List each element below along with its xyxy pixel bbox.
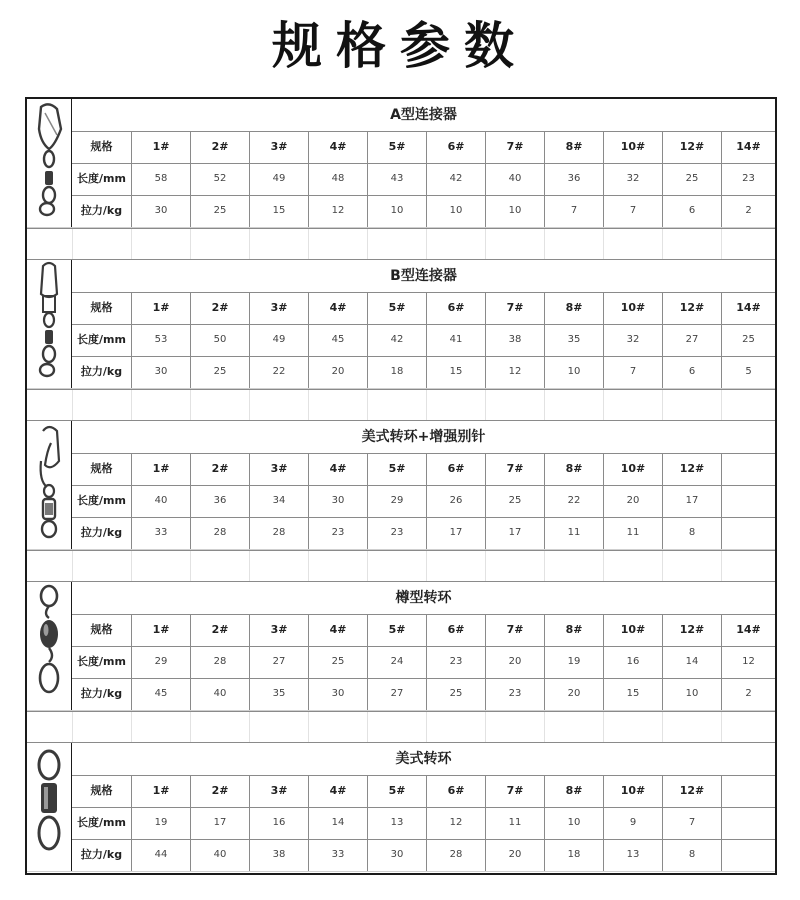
value-cell: 38	[249, 839, 308, 871]
value-cell: 6	[662, 195, 721, 227]
size-cell: 3#	[249, 614, 308, 646]
size-cell: 1#	[131, 131, 190, 163]
value-cell: 10	[544, 807, 603, 839]
value-cell: 10	[544, 356, 603, 388]
spacer-divider	[249, 390, 250, 420]
spacer-divider	[721, 712, 722, 742]
size-cell: 12#	[662, 614, 721, 646]
spacer-divider	[249, 551, 250, 581]
value-cell: 33	[308, 839, 367, 871]
page-title: 规格参数	[272, 16, 528, 75]
spacer-divider	[603, 551, 604, 581]
value-cell: 49	[249, 324, 308, 356]
spacer-divider	[190, 390, 191, 420]
value-cell: 23	[485, 678, 544, 710]
spacer-divider	[131, 712, 132, 742]
value-cell: 25	[721, 324, 775, 356]
spec-frame	[25, 97, 777, 875]
value-cell: 40	[190, 839, 249, 871]
value-cell	[721, 807, 775, 839]
table-row	[72, 131, 775, 164]
size-cell: 8#	[544, 453, 603, 485]
value-cell: 25	[308, 646, 367, 678]
value-cell: 25	[190, 356, 249, 388]
spacer-divider	[485, 712, 486, 742]
value-cell: 8	[662, 517, 721, 549]
value-cell: 12	[721, 646, 775, 678]
row-label: 规格	[90, 140, 113, 153]
value-cell: 34	[249, 485, 308, 517]
spacer-divider	[249, 712, 250, 742]
spacer-divider	[544, 551, 545, 581]
size-cell: 3#	[249, 131, 308, 163]
value-cell: 36	[544, 163, 603, 195]
spacer-divider	[308, 229, 309, 259]
size-cell: 4#	[308, 131, 367, 163]
value-cell: 10	[367, 195, 426, 227]
product-image	[27, 260, 72, 388]
value-cell: 2	[721, 195, 775, 227]
value-cell: 20	[603, 485, 662, 517]
size-cell: 7#	[485, 131, 544, 163]
value-cell: 40	[131, 485, 190, 517]
value-cell: 7	[603, 356, 662, 388]
spacer-divider	[131, 551, 132, 581]
rolling-swivel-icon	[27, 743, 71, 871]
value-cell: 32	[603, 324, 662, 356]
value-cell: 5	[721, 356, 775, 388]
row-label: 拉力/kg	[80, 365, 123, 378]
spacer-divider	[72, 390, 73, 420]
value-cell: 50	[190, 324, 249, 356]
table-row	[72, 163, 775, 196]
table-row	[72, 324, 775, 357]
size-cell: 14#	[721, 131, 775, 163]
spacer-divider	[721, 229, 722, 259]
table-title: B型连接器	[72, 260, 775, 293]
spacer-row	[27, 389, 775, 421]
value-cell: 9	[603, 807, 662, 839]
value-cell: 53	[131, 324, 190, 356]
value-cell: 10	[426, 195, 485, 227]
value-cell: 20	[308, 356, 367, 388]
value-cell: 23	[426, 646, 485, 678]
value-cell: 17	[190, 807, 249, 839]
value-cell: 22	[249, 356, 308, 388]
value-cell: 15	[603, 678, 662, 710]
size-cell: 5#	[367, 131, 426, 163]
value-cell: 23	[308, 517, 367, 549]
value-cell: 15	[249, 195, 308, 227]
value-cell	[721, 517, 775, 549]
size-cell: 4#	[308, 453, 367, 485]
value-cell: 45	[131, 678, 190, 710]
value-cell: 30	[367, 839, 426, 871]
table-row	[72, 646, 775, 679]
spacer-divider	[131, 390, 132, 420]
row-label: 长度/mm	[77, 816, 126, 829]
spacer-divider	[367, 229, 368, 259]
row-label: 规格	[90, 301, 113, 314]
spec-table	[27, 421, 775, 550]
spacer-divider	[662, 551, 663, 581]
value-cell: 23	[367, 517, 426, 549]
spacer-divider	[72, 229, 73, 259]
value-cell: 6	[662, 356, 721, 388]
size-cell: 1#	[131, 614, 190, 646]
value-cell: 35	[249, 678, 308, 710]
table-row	[72, 195, 775, 227]
spacer-divider	[485, 390, 486, 420]
spacer-divider	[603, 712, 604, 742]
size-cell: 1#	[131, 775, 190, 807]
value-cell: 30	[131, 356, 190, 388]
value-cell: 7	[662, 807, 721, 839]
spacer-divider	[721, 551, 722, 581]
value-cell: 30	[308, 678, 367, 710]
spacer-divider	[544, 229, 545, 259]
value-cell: 15	[426, 356, 485, 388]
value-cell: 32	[603, 163, 662, 195]
value-cell: 7	[544, 195, 603, 227]
spacer-divider	[426, 229, 427, 259]
spacer-divider	[426, 390, 427, 420]
value-cell: 28	[249, 517, 308, 549]
value-cell: 25	[662, 163, 721, 195]
size-cell: 6#	[426, 775, 485, 807]
spacer-divider	[190, 712, 191, 742]
value-cell: 29	[367, 485, 426, 517]
value-cell: 11	[485, 807, 544, 839]
value-cell: 17	[485, 517, 544, 549]
size-cell: 8#	[544, 614, 603, 646]
size-cell: 4#	[308, 775, 367, 807]
value-cell: 20	[544, 678, 603, 710]
table-row	[72, 453, 775, 486]
size-cell: 7#	[485, 292, 544, 324]
size-cell: 2#	[190, 292, 249, 324]
table-row	[72, 775, 775, 808]
size-cell: 8#	[544, 292, 603, 324]
size-cell: 2#	[190, 614, 249, 646]
value-cell: 14	[662, 646, 721, 678]
value-cell: 58	[131, 163, 190, 195]
value-cell: 28	[426, 839, 485, 871]
size-cell: 6#	[426, 614, 485, 646]
size-cell: 12#	[662, 775, 721, 807]
value-cell: 12	[485, 356, 544, 388]
row-label: 规格	[90, 784, 113, 797]
size-cell: 10#	[603, 614, 662, 646]
value-cell: 18	[367, 356, 426, 388]
table-row	[72, 356, 775, 388]
value-cell	[721, 485, 775, 517]
spacer-row	[27, 550, 775, 582]
value-cell: 13	[367, 807, 426, 839]
value-cell: 17	[662, 485, 721, 517]
table-title: A型连接器	[72, 99, 775, 132]
value-cell: 19	[131, 807, 190, 839]
value-cell: 10	[662, 678, 721, 710]
spec-table	[27, 582, 775, 711]
value-cell: 12	[308, 195, 367, 227]
value-cell: 11	[603, 517, 662, 549]
product-image	[27, 421, 72, 549]
value-cell: 44	[131, 839, 190, 871]
spacer-divider	[72, 551, 73, 581]
size-cell: 7#	[485, 453, 544, 485]
swivel-with-snap-icon	[27, 421, 71, 549]
size-cell: 3#	[249, 453, 308, 485]
size-cell: 4#	[308, 614, 367, 646]
table-title: 樽型转环	[72, 582, 775, 615]
table-row	[72, 485, 775, 518]
size-cell: 1#	[131, 453, 190, 485]
table-row	[72, 517, 775, 549]
spec-table	[27, 743, 775, 872]
row-label: 规格	[90, 462, 113, 475]
value-cell: 36	[190, 485, 249, 517]
row-label: 长度/mm	[77, 655, 126, 668]
value-cell: 48	[308, 163, 367, 195]
row-label: 长度/mm	[77, 172, 126, 185]
value-cell: 49	[249, 163, 308, 195]
size-cell: 14#	[721, 292, 775, 324]
spacer-divider	[190, 551, 191, 581]
table-title: 美式转环+增强别针	[72, 421, 775, 454]
product-image	[27, 99, 72, 227]
barrel-swivel-icon	[27, 582, 71, 710]
value-cell: 10	[485, 195, 544, 227]
size-cell: 5#	[367, 614, 426, 646]
value-cell: 28	[190, 646, 249, 678]
spacer-divider	[662, 390, 663, 420]
spacer-divider	[131, 229, 132, 259]
value-cell: 11	[544, 517, 603, 549]
value-cell: 19	[544, 646, 603, 678]
value-cell: 18	[544, 839, 603, 871]
spacer-divider	[544, 390, 545, 420]
size-cell: 14#	[721, 614, 775, 646]
size-cell: 10#	[603, 775, 662, 807]
table-title: 美式转环	[72, 743, 775, 776]
value-cell: 25	[190, 195, 249, 227]
size-cell: 10#	[603, 292, 662, 324]
value-cell: 17	[426, 517, 485, 549]
spacer-divider	[426, 551, 427, 581]
spacer-divider	[544, 712, 545, 742]
size-cell: 5#	[367, 775, 426, 807]
size-cell: 8#	[544, 131, 603, 163]
size-cell	[721, 775, 775, 807]
value-cell: 29	[131, 646, 190, 678]
value-cell: 27	[249, 646, 308, 678]
value-cell: 25	[485, 485, 544, 517]
value-cell: 33	[131, 517, 190, 549]
value-cell: 38	[485, 324, 544, 356]
spacer-divider	[485, 551, 486, 581]
value-cell: 42	[367, 324, 426, 356]
spacer-divider	[603, 390, 604, 420]
value-cell: 25	[426, 678, 485, 710]
size-cell: 4#	[308, 292, 367, 324]
value-cell: 7	[603, 195, 662, 227]
value-cell: 20	[485, 646, 544, 678]
size-cell: 7#	[485, 775, 544, 807]
size-cell: 12#	[662, 453, 721, 485]
value-cell: 40	[485, 163, 544, 195]
value-cell: 35	[544, 324, 603, 356]
size-cell	[721, 453, 775, 485]
table-row	[72, 292, 775, 325]
row-label: 长度/mm	[77, 494, 126, 507]
value-cell: 23	[721, 163, 775, 195]
spacer-row	[27, 711, 775, 743]
snap-swivel-a-icon	[27, 99, 71, 227]
value-cell: 14	[308, 807, 367, 839]
row-label: 拉力/kg	[80, 204, 123, 217]
row-label: 拉力/kg	[80, 687, 123, 700]
size-cell: 5#	[367, 292, 426, 324]
table-row	[72, 678, 775, 710]
size-cell: 3#	[249, 292, 308, 324]
row-label: 规格	[90, 623, 113, 636]
size-cell: 7#	[485, 614, 544, 646]
value-cell: 30	[131, 195, 190, 227]
row-label: 长度/mm	[77, 333, 126, 346]
size-cell: 8#	[544, 775, 603, 807]
value-cell: 20	[485, 839, 544, 871]
row-label: 拉力/kg	[80, 526, 123, 539]
value-cell: 27	[662, 324, 721, 356]
value-cell: 41	[426, 324, 485, 356]
value-cell: 16	[603, 646, 662, 678]
spacer-divider	[485, 229, 486, 259]
spacer-divider	[426, 712, 427, 742]
spacer-divider	[190, 229, 191, 259]
size-cell: 12#	[662, 131, 721, 163]
size-cell: 6#	[426, 453, 485, 485]
spec-table	[27, 260, 775, 389]
value-cell: 30	[308, 485, 367, 517]
size-cell: 10#	[603, 453, 662, 485]
size-cell: 3#	[249, 775, 308, 807]
value-cell: 24	[367, 646, 426, 678]
size-cell: 1#	[131, 292, 190, 324]
value-cell: 40	[190, 678, 249, 710]
spacer-divider	[603, 229, 604, 259]
value-cell: 8	[662, 839, 721, 871]
size-cell: 5#	[367, 453, 426, 485]
value-cell: 45	[308, 324, 367, 356]
value-cell: 42	[426, 163, 485, 195]
value-cell: 16	[249, 807, 308, 839]
spacer-divider	[367, 551, 368, 581]
product-image	[27, 582, 72, 710]
value-cell: 43	[367, 163, 426, 195]
spacer-row	[27, 228, 775, 260]
spacer-divider	[367, 390, 368, 420]
size-cell: 2#	[190, 131, 249, 163]
spacer-divider	[308, 712, 309, 742]
size-cell: 2#	[190, 775, 249, 807]
spacer-divider	[308, 390, 309, 420]
size-cell: 12#	[662, 292, 721, 324]
value-cell: 22	[544, 485, 603, 517]
row-label: 拉力/kg	[80, 848, 123, 861]
size-cell: 2#	[190, 453, 249, 485]
value-cell: 52	[190, 163, 249, 195]
table-row	[72, 614, 775, 647]
value-cell: 2	[721, 678, 775, 710]
spacer-divider	[662, 229, 663, 259]
spacer-divider	[72, 712, 73, 742]
value-cell: 28	[190, 517, 249, 549]
table-row	[72, 839, 775, 871]
spacer-divider	[721, 390, 722, 420]
value-cell	[721, 839, 775, 871]
spec-table	[27, 99, 775, 228]
table-row	[72, 807, 775, 840]
spacer-divider	[662, 712, 663, 742]
size-cell: 10#	[603, 131, 662, 163]
snap-swivel-b-icon	[27, 260, 71, 388]
size-cell: 6#	[426, 292, 485, 324]
value-cell: 13	[603, 839, 662, 871]
spacer-divider	[308, 551, 309, 581]
product-image	[27, 743, 72, 871]
value-cell: 26	[426, 485, 485, 517]
spacer-divider	[249, 229, 250, 259]
size-cell: 6#	[426, 131, 485, 163]
value-cell: 12	[426, 807, 485, 839]
spacer-divider	[367, 712, 368, 742]
value-cell: 27	[367, 678, 426, 710]
